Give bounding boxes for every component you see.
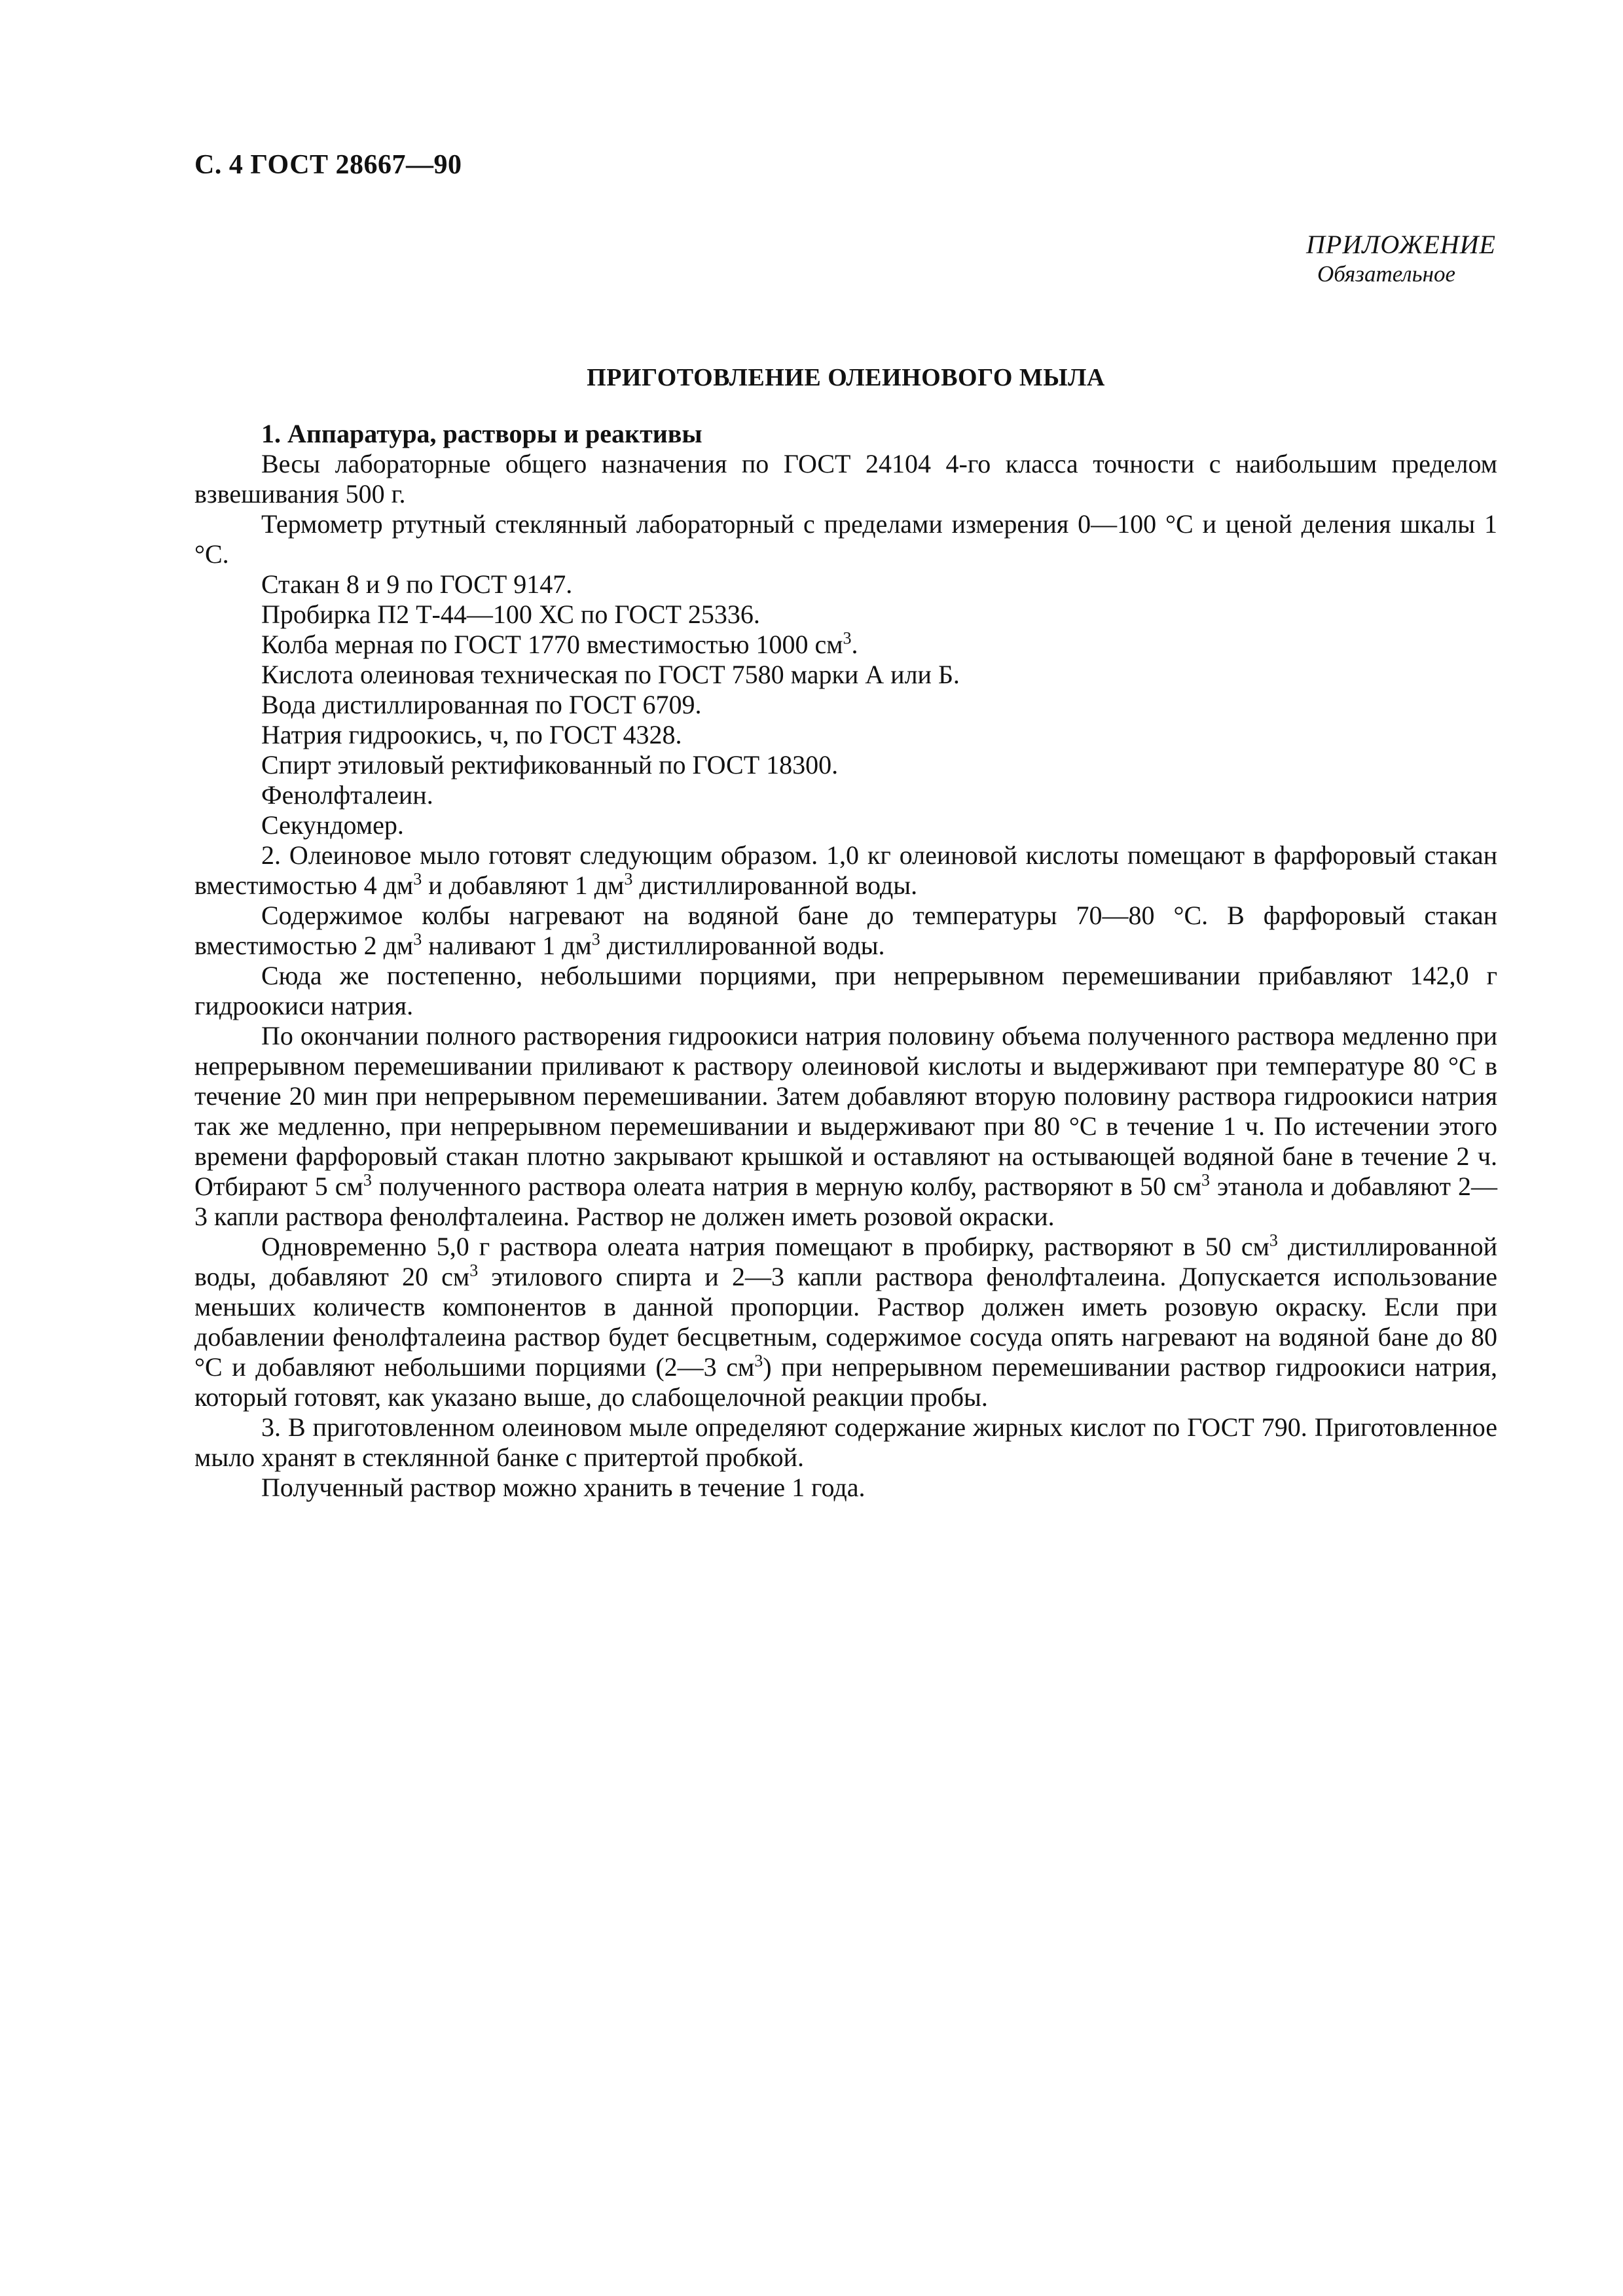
item-sodium-hydroxide: Натрия гидроокись, ч, по ГОСТ 4328. xyxy=(261,720,682,749)
appendix-marker xyxy=(1244,229,1496,287)
document-body xyxy=(194,419,1497,1503)
section-3-paragraph-1: 3. В приготовленном олеиновом мыле определяют содержание жирных кислот по ГОСТ 790. Приготовленное мыло хранят в стеклянной банке с притертой пробкой. xyxy=(194,1412,1497,1472)
section-2-paragraph-2: Содержимое колбы нагревают на водяной бане до температуры 70—80 °С. В фарфоровый стакан вместимостью 2 $дм^3$ наливают 1 $дм^3$ дистиллированной воды. xyxy=(194,901,1497,960)
section-2-paragraph-3: Сюда же постепенно, небольшими порциями, при непрерывном перемешивании прибавляют 142,0 г гидроокиси натрия. xyxy=(194,961,1497,1020)
item-stopwatch: Секундомер. xyxy=(261,810,404,840)
section-2-paragraph-4: По окончании полного растворения гидроокиси натрия половину объема полученного раствора медленно при непрерывном перемешивании приливают к раствору олеиновой кислоты и выдерживают при температуре 80 °С в течение 20 мин при непрерывном перемешивании. Затем добавляют вторую половину раствора гидроокиси натрия так же медленно, при непрерывном перемешивании и выдерживают при 80 °С в течение 1 ч. По истечении этого времени фарфоровый стакан плотно закрывают крышкой и оставляют на остывающей водяной бане в течение 2 ч. Отбирают 5 $см^3$ полученного раствора олеата натрия в мерную колбу, растворяют в 50 $см^3$ этанола и добавляют 2—3 капли раствора фенолфталеина. Раствор не должен иметь розовой окраски. xyxy=(194,1021,1498,1231)
item-test-tube: Пробирка П2 Т-44—100 ХС по ГОСТ 25336. xyxy=(261,600,760,629)
item-thermometer: Термометр ртутный стеклянный лабораторный с пределами измерения 0—100 °С и ценой деления шкалы 1 °С. xyxy=(194,509,1497,569)
document-title: ПРИГОТОВЛЕНИЕ ОЛЕИНОВОГО МЫЛА xyxy=(587,364,1105,391)
item-scales: Весы лабораторные общего назначения по ГОСТ 24104 4-го класса точности с наибольшим пределом взвешивания 500 г. xyxy=(194,449,1497,509)
appendix-label: ПРИЛОЖЕНИЕ xyxy=(1306,230,1496,259)
item-oleic-acid: Кислота олеиновая техническая по ГОСТ 7580 марки А или Б. xyxy=(261,660,960,689)
item-distilled-water: Вода дистиллированная по ГОСТ 6709. xyxy=(261,690,702,719)
section-2-paragraph-5: Одновременно 5,0 г раствора олеата натрия помещают в пробирку, растворяют в 50 $см^3$ дистиллированной воды, добавляют 20 $см^3$ этилового спирта и 2—3 капли раствора фенолфталеина. Допускается использование меньших количеств компонентов в данной пропорции. Раствор должен иметь розовую окраску. Если при добавлении фенолфталеина раствор будет бесцветным, содержимое сосуда опять нагревают на водяной бане до 80 °С и добавляют небольшими порциями (2—3 $см^3$) при непрерывном перемешивании раствор гидроокиси натрия, который готовят, как указано выше, до слабощелочной реакции пробы. xyxy=(194,1230,1498,1412)
section-1-heading: 1. Аппаратура, растворы и реактивы xyxy=(261,419,702,448)
appendix-status: Обязательное xyxy=(1317,261,1455,287)
item-flask: Колба мерная по ГОСТ 1770 вместимостью 1000 $см^3$. xyxy=(261,628,858,659)
section-3-paragraph-2: Полученный раствор можно хранить в течение 1 года. xyxy=(261,1473,866,1502)
section-2-paragraph-1: 2. Олеиновое мыло готовят следующим образом. 1,0 кг олеиновой кислоты помещают в фарфоровый стакан вместимостью 4 $дм^3$ и добавляют 1 $дм^3$ дистиллированной воды. xyxy=(194,840,1497,900)
item-beaker: Стакан 8 и 9 по ГОСТ 9147. xyxy=(261,569,573,599)
item-phenolphthalein: Фенолфталеин. xyxy=(261,780,433,810)
item-ethyl-alcohol: Спирт этиловый ректификованный по ГОСТ 18300. xyxy=(261,750,839,780)
page-header-reference: С. 4 ГОСТ 28667—90 xyxy=(194,150,462,180)
